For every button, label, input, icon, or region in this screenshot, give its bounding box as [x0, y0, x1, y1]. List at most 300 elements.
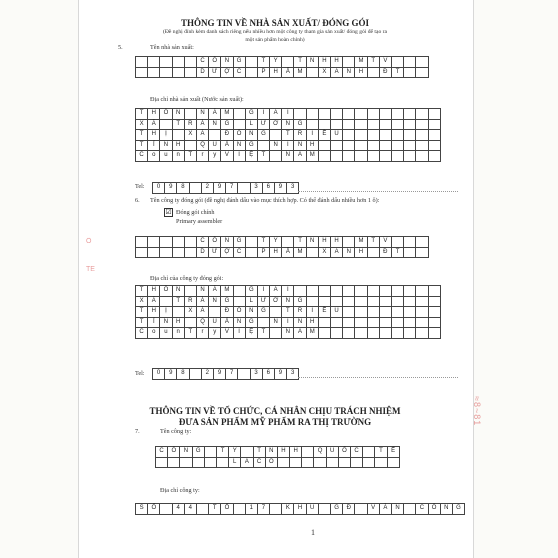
grid-cell: C [351, 447, 363, 458]
grid-cell [282, 57, 294, 68]
grid-cell: N [440, 504, 452, 515]
grid-cell [318, 119, 330, 130]
grid-cell: N [221, 237, 233, 248]
grid-cell [375, 457, 387, 468]
grid-cell [148, 237, 160, 248]
grid-cell: G [257, 130, 269, 141]
grid-cell: Ẩ [282, 247, 294, 258]
grid-cell [416, 67, 428, 78]
grid-cell [343, 119, 355, 130]
grid-cell [428, 317, 440, 328]
grid-cell [391, 130, 403, 141]
grid-cell: R [294, 130, 306, 141]
grid-cell: T [257, 151, 269, 162]
grid-cell: H [318, 57, 330, 68]
grid-cell: 3 [287, 369, 299, 380]
grid-cell [192, 457, 204, 468]
grid-cell [160, 247, 172, 258]
grid-cell [391, 296, 403, 307]
grid-cell [245, 237, 257, 248]
grid-cell: o [148, 151, 160, 162]
grid-cell [184, 237, 196, 248]
grid-cell: Đ [343, 504, 355, 515]
grid-cell: C [253, 457, 265, 468]
packer-address-grid [135, 285, 441, 339]
manufacturer-name-grid [135, 56, 429, 78]
grid-cell: G [233, 237, 245, 248]
grid-cell [136, 237, 148, 248]
section6-address-label: Địa chỉ của công ty đóng gói: [150, 275, 224, 282]
grid-cell [318, 317, 330, 328]
grid-cell: D [196, 67, 208, 78]
grid-cell: G [245, 286, 257, 297]
grid-cell: G [245, 109, 257, 120]
grid-cell: T [367, 57, 379, 68]
grid-cell: Ã [196, 130, 208, 141]
grid-cell [172, 307, 184, 318]
grid-cell [367, 67, 379, 78]
grid-cell: T [136, 140, 148, 151]
grid-cell [314, 457, 326, 468]
section6-tel-label: Tel: [135, 370, 145, 377]
grid-cell [318, 151, 330, 162]
grid-cell: N [233, 140, 245, 151]
grid-cell [204, 457, 216, 468]
grid-cell: 9 [213, 183, 225, 194]
grid-row [136, 151, 441, 162]
grid-cell [245, 57, 257, 68]
grid-cell: X [184, 307, 196, 318]
grid-cell [184, 247, 196, 258]
grid-cell [404, 237, 416, 248]
grid-cell: Ô [233, 130, 245, 141]
grid-cell: Y [270, 237, 282, 248]
grid-cell: 3 [250, 183, 262, 194]
grid-cell: Ế [387, 447, 399, 458]
grid-cell: 6 [262, 183, 274, 194]
grid-cell: 9 [274, 369, 286, 380]
grid-cell: 7 [226, 369, 238, 380]
grid-cell: H [318, 237, 330, 248]
grid-cell: M [221, 109, 233, 120]
grid-cell: Ổ [221, 504, 233, 515]
grid-cell: H [148, 307, 160, 318]
grid-cell [331, 151, 343, 162]
grid-cell [306, 119, 318, 130]
grid-cell [331, 119, 343, 130]
grid-cell: 9 [165, 369, 177, 380]
responsible-company-address-grid [135, 503, 465, 515]
grid-cell: Ề [318, 307, 330, 318]
grid-cell [404, 57, 416, 68]
grid-cell: T [294, 237, 306, 248]
grid-cell [416, 286, 428, 297]
grid-cell [160, 296, 172, 307]
grid-cell [209, 130, 221, 141]
grid-cell [270, 307, 282, 318]
grid-row [136, 317, 441, 328]
grid-cell: Ô [160, 286, 172, 297]
grid-cell [233, 286, 245, 297]
grid-cell [290, 457, 302, 468]
grid-cell: Ố [148, 504, 160, 515]
grid-cell: C [136, 328, 148, 339]
grid-cell [379, 151, 391, 162]
section7-name-label: Tên công ty: [160, 428, 192, 435]
grid-cell: N [245, 307, 257, 318]
grid-cell [355, 296, 367, 307]
grid-cell [379, 109, 391, 120]
grid-cell [391, 286, 403, 297]
grid-cell: C [136, 151, 148, 162]
tel-row [153, 183, 299, 194]
grid-cell: N [245, 130, 257, 141]
grid-cell: G [221, 296, 233, 307]
grid-cell [270, 130, 282, 141]
grid-cell [306, 296, 318, 307]
grid-cell [168, 457, 180, 468]
grid-cell: U [209, 140, 221, 151]
grid-cell: Đ [221, 130, 233, 141]
grid-cell [233, 504, 245, 515]
grid-cell: T [184, 328, 196, 339]
packer-tel-grid [152, 368, 299, 380]
grid-cell [416, 140, 428, 151]
grid-cell [136, 57, 148, 68]
grid-cell [302, 457, 314, 468]
grid-cell [160, 119, 172, 130]
grid-cell: M [306, 151, 318, 162]
grid-cell: Ẩ [282, 67, 294, 78]
grid-cell: I [233, 328, 245, 339]
grid-cell: 1 [245, 504, 257, 515]
grid-cell: N [294, 317, 306, 328]
grid-cell: 7 [226, 183, 238, 194]
grid-cell [355, 317, 367, 328]
grid-cell [184, 317, 196, 328]
grid-cell: H [306, 140, 318, 151]
grid-cell: Ả [221, 317, 233, 328]
grid-cell: U [331, 130, 343, 141]
grid-cell: C [196, 237, 208, 248]
grid-cell: 8 [177, 183, 189, 194]
grid-cell [404, 296, 416, 307]
grid-cell [343, 130, 355, 141]
section5-tel-label: Tel: [135, 183, 145, 190]
grid-cell [233, 119, 245, 130]
grid-cell: T [391, 247, 403, 258]
packer-name-grid [135, 236, 429, 258]
grid-cell: H [355, 247, 367, 258]
grid-cell [416, 151, 428, 162]
grid-cell: Q [196, 317, 208, 328]
grid-cell: Ă [379, 504, 391, 515]
grid-cell [277, 457, 289, 468]
grid-cell: 4 [184, 504, 196, 515]
grid-cell: H [277, 447, 289, 458]
grid-cell: Ư [209, 247, 221, 258]
grid-cell: Ô [168, 447, 180, 458]
grid-cell: L [245, 119, 257, 130]
grid-cell: U [209, 317, 221, 328]
grid-cell [416, 130, 428, 141]
section6-number: 6. [135, 197, 140, 204]
grid-cell [184, 57, 196, 68]
grid-cell [355, 504, 367, 515]
grid-cell [404, 151, 416, 162]
grid-cell: I [257, 286, 269, 297]
grid-row [136, 109, 441, 120]
grid-cell [367, 130, 379, 141]
grid-cell: N [196, 109, 208, 120]
grid-cell [428, 151, 440, 162]
page-number: 1 [311, 528, 315, 537]
grid-cell: H [148, 286, 160, 297]
grid-cell [294, 109, 306, 120]
grid-cell: N [343, 247, 355, 258]
grid-row [136, 57, 429, 68]
grid-cell: r [196, 151, 208, 162]
grid-cell: H [148, 109, 160, 120]
grid-cell: M [306, 328, 318, 339]
grid-cell: V [221, 328, 233, 339]
grid-cell [160, 237, 172, 248]
grid-cell: N [294, 140, 306, 151]
grid-cell [245, 67, 257, 78]
grid-cell: N [282, 151, 294, 162]
grid-cell [343, 317, 355, 328]
grid-cell [331, 286, 343, 297]
grid-cell [391, 140, 403, 151]
grid-cell [326, 457, 338, 468]
grid-cell [379, 286, 391, 297]
grid-cell: I [257, 109, 269, 120]
grid-cell: T [209, 504, 221, 515]
grid-cell [331, 109, 343, 120]
grid-cell: M [221, 286, 233, 297]
grid-cell [306, 109, 318, 120]
grid-cell: Y [270, 57, 282, 68]
grid-cell: Ơ [270, 119, 282, 130]
grid-cell [387, 457, 399, 468]
grid-cell: T [282, 307, 294, 318]
grid-cell: P [257, 247, 269, 258]
grid-cell [331, 140, 343, 151]
grid-cell [404, 286, 416, 297]
grid-cell [367, 286, 379, 297]
grid-cell [343, 296, 355, 307]
grid-cell: Q [314, 447, 326, 458]
grid-cell: N [306, 57, 318, 68]
grid-cell [160, 57, 172, 68]
grid-cell [257, 317, 269, 328]
grid-cell [367, 328, 379, 339]
grid-cell [241, 447, 253, 458]
grid-cell [416, 57, 428, 68]
grid-cell [355, 140, 367, 151]
section7-number: 7. [135, 428, 140, 435]
grid-cell: T [136, 130, 148, 141]
grid-cell: N [270, 140, 282, 151]
grid-cell: N [221, 57, 233, 68]
grid-cell: Ô [428, 504, 440, 515]
grid-cell: 9 [213, 369, 225, 380]
grid-cell: A [294, 151, 306, 162]
grid-cell: M [294, 247, 306, 258]
primary-assembler-checkbox[interactable]: ☑ [165, 208, 172, 216]
grid-cell: A [270, 286, 282, 297]
grid-cell [416, 119, 428, 130]
grid-cell [238, 183, 250, 194]
grid-cell [367, 140, 379, 151]
grid-cell: P [257, 67, 269, 78]
grid-cell: N [172, 286, 184, 297]
grid-cell [355, 286, 367, 297]
grid-cell [379, 307, 391, 318]
grid-cell [404, 119, 416, 130]
primary-assembler-label-en: Primary assembler [176, 218, 223, 225]
grid-cell [404, 247, 416, 258]
grid-cell: N [196, 286, 208, 297]
grid-cell: Q [196, 140, 208, 151]
grid-cell [391, 151, 403, 162]
grid-cell: 6 [262, 369, 274, 380]
grid-cell [404, 109, 416, 120]
grid-cell: Ã [148, 296, 160, 307]
responsible-company-name-grid [155, 446, 400, 468]
grid-cell: u [160, 328, 172, 339]
grid-cell [367, 109, 379, 120]
header-note-line1: (Đề nghị đính kèm danh sách riêng nếu nhiều hơn một công ty tham gia sản xuất/ đóng gói để tạo ra [162, 29, 387, 35]
grid-cell: X [318, 67, 330, 78]
grid-cell: T [294, 57, 306, 68]
grid-cell [355, 119, 367, 130]
grid-cell [318, 504, 330, 515]
grid-cell: À [196, 296, 208, 307]
grid-row [136, 119, 441, 130]
grid-cell [160, 67, 172, 78]
grid-cell: V [379, 237, 391, 248]
grid-cell [196, 504, 208, 515]
grid-cell: Ệ [245, 328, 257, 339]
grid-cell: T [136, 286, 148, 297]
grid-cell [428, 140, 440, 151]
grid-row [136, 140, 441, 151]
grid-cell [416, 317, 428, 328]
grid-cell [391, 109, 403, 120]
grid-cell [172, 130, 184, 141]
grid-cell: H [331, 237, 343, 248]
grid-cell [404, 317, 416, 328]
grid-cell [331, 317, 343, 328]
grid-cell: N [270, 317, 282, 328]
grid-cell [404, 328, 416, 339]
grid-cell: G [245, 317, 257, 328]
grid-cell [306, 67, 318, 78]
grid-cell: Ơ [270, 296, 282, 307]
grid-cell: Ô [160, 109, 172, 120]
grid-cell: A [331, 247, 343, 258]
grid-cell: T [257, 328, 269, 339]
grid-cell: G [294, 119, 306, 130]
grid-cell: Ư [209, 67, 221, 78]
grid-cell: N [209, 119, 221, 130]
grid-cell [379, 317, 391, 328]
grid-cell: Ă [209, 109, 221, 120]
grid-cell [428, 296, 440, 307]
grid-row [136, 237, 429, 248]
primary-assembler-label-vi: Đóng gói chính [176, 209, 215, 216]
grid-cell: T [257, 237, 269, 248]
grid-cell [379, 140, 391, 151]
tel-row [153, 369, 299, 380]
grid-cell [148, 67, 160, 78]
grid-cell: I [282, 140, 294, 151]
grid-cell [428, 307, 440, 318]
grid-cell [318, 286, 330, 297]
manufacturer-tel-grid [152, 182, 299, 194]
grid-cell [318, 296, 330, 307]
grid-cell [172, 237, 184, 248]
grid-cell: G [233, 57, 245, 68]
grid-cell [343, 307, 355, 318]
grid-cell [391, 307, 403, 318]
grid-row [156, 447, 400, 458]
grid-cell [428, 119, 440, 130]
grid-cell: Ệ [245, 151, 257, 162]
grid-cell: Ư [257, 119, 269, 130]
grid-cell: I [306, 130, 318, 141]
grid-cell [428, 109, 440, 120]
grid-cell [306, 286, 318, 297]
grid-cell: À [196, 119, 208, 130]
grid-cell: 0 [153, 369, 165, 380]
grid-cell: I [282, 286, 294, 297]
grid-cell [160, 504, 172, 515]
grid-cell [416, 296, 428, 307]
responsible-title-line2: ĐƯA SẢN PHẨM MỸ PHẨM RA THỊ TRƯỜNG [178, 417, 372, 427]
grid-cell: N [172, 109, 184, 120]
grid-cell [367, 296, 379, 307]
grid-cell: G [294, 296, 306, 307]
grid-cell: N [160, 140, 172, 151]
left-margin-mark-2: TE [86, 266, 95, 273]
grid-cell [282, 237, 294, 248]
grid-cell [391, 328, 403, 339]
grid-cell: T [136, 307, 148, 318]
grid-cell [379, 296, 391, 307]
grid-cell: C [196, 57, 208, 68]
grid-cell: L [229, 457, 241, 468]
grid-cell [391, 237, 403, 248]
section6-name-label: Tên công ty đóng gói (đề nghị đánh dấu vào mục thích hợp. Có thể đánh dấu nhiều hơn 1 ô): [150, 197, 380, 204]
grid-cell: Ă [209, 286, 221, 297]
grid-cell: D [196, 247, 208, 258]
grid-cell [184, 67, 196, 78]
grid-cell: X [318, 247, 330, 258]
grid-cell: U [331, 307, 343, 318]
right-margin-stamp: ≈8~81 [472, 396, 482, 427]
grid-cell [148, 57, 160, 68]
grid-cell [416, 307, 428, 318]
grid-row [136, 307, 441, 318]
grid-cell: Y [229, 447, 241, 458]
grid-cell: H [306, 317, 318, 328]
section5-address-label: Địa chỉ nhà sản xuất (Nước sản xuất): [150, 96, 244, 103]
grid-cell [331, 328, 343, 339]
grid-cell [172, 57, 184, 68]
grid-cell: T [216, 447, 228, 458]
